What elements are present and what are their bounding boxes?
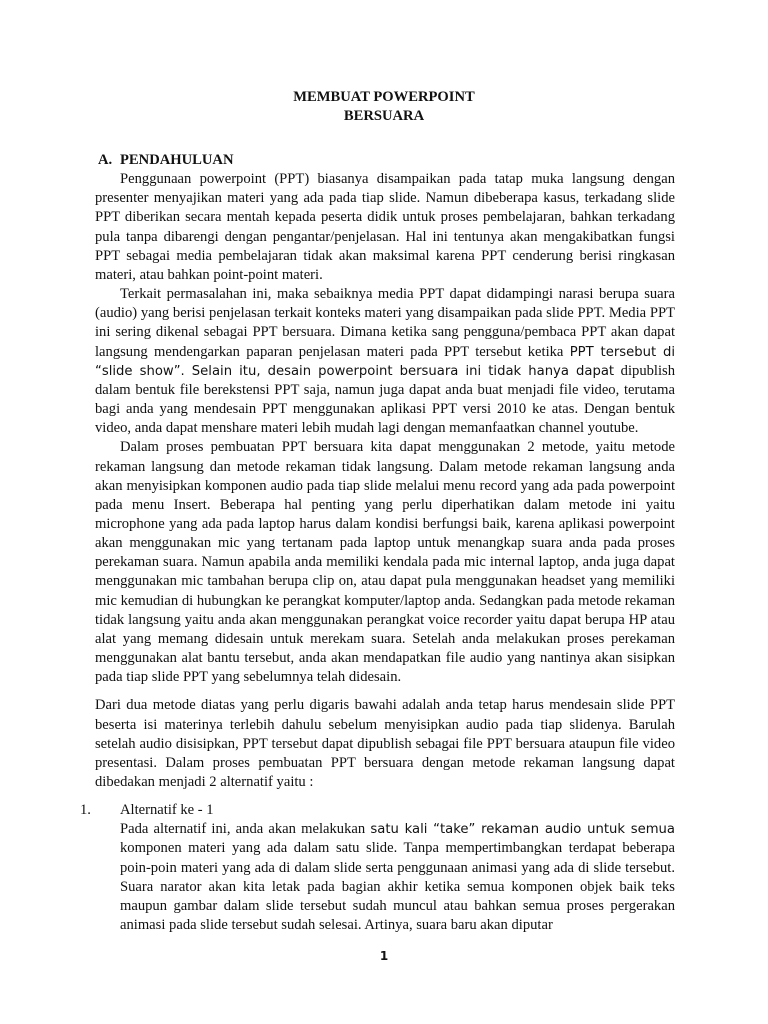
paragraph-2-part-c: dipublish dalam bentuk file berekstensi PPT saja, namun juga dapat anda buat menjadi file video, terutama bagi anda yang mendesain PPT menggunakan aplikasi PPT versi 2010 ke atas. Dengan bentuk video, anda dapat menshare materi lebih mudah lagi dengan memanfaatkan channel youtube. — [95, 362, 675, 437]
paragraph-4: Dari dua metode diatas yang perlu digaris bawahi adalah anda tetap harus mendesain slide PPT beserta isi materinya terlebih dahulu sebelum menyisipkan audio pada tiap slidenya. Barulah setelah audio disisipkan, PPT tersebut dapat dipublish sebagai file PPT bersuara ataupun file video presentasi. Dalam proses pembuatan PPT bersuara dengan metode rekaman langsung dapat dibedakan menjadi 2 alternatif yaitu : — [95, 697, 675, 790]
list-item-number: 1. — [80, 802, 91, 819]
list-item-text — [120, 820, 675, 935]
list-item-text-a: Pada alternatif ini, anda akan melakukan — [120, 821, 366, 838]
section-heading-text: PENDAHULUAN — [120, 152, 234, 168]
list-item-title: Alternatif ke - 1 — [120, 802, 214, 819]
list-item — [95, 801, 675, 935]
paragraph-2-part-a: Terkait permasalahan ini, maka sebaiknya media PPT dapat didampingi narasi berupa suara (audio) yang berisi penjelasan terkait konteks materi yang disampaikan pada slide PPT. Media PPT ini sering dikenal sebagai PPT bersuara. Dimana ketika sang pengguna/pembaca PPT akan dapat langsung mendengarkan paparan penjelasan materi pada PPT tersebut ketika — [95, 286, 675, 360]
paragraph-2-part-b: PPT tersebut di “slide show”. Selain itu, desain powerpoint bersuara ini tidak hanya dapat — [95, 344, 676, 379]
section-heading-a — [98, 151, 675, 170]
page-number: 1 — [379, 949, 389, 963]
document-body — [80, 151, 676, 935]
document-title — [0, 88, 768, 126]
section-letter: A. — [98, 152, 113, 168]
list-item-text-c: komponen materi yang ada dalam satu slide. Tanpa mempertimbangkan terdapat beberapa poin-poin materi yang ada di dalam slide serta penggunaan animasi yang ada di slide tersebut. Suara narator akan kita letak pada bagian akhir ketika semua komponen objek baik teks maupun gambar dalam slide tersebut sudah muncul atau bahkan semua proses pergerakan animasi pada slide tersebut sudah selesai. Artinya, suara baru akan diputar — [120, 840, 675, 934]
title-line-2: BERSUARA — [343, 108, 425, 124]
title-line-1: MEMBUAT POWERPOINT — [293, 89, 475, 105]
alternatives-list — [80, 801, 675, 935]
paragraph-3: Dalam proses pembuatan PPT bersuara kita dapat menggunakan 2 metode, yaitu metode rekaman langsung dan metode rekaman tidak langsung. Dalam metode rekaman langsung anda akan menyisipkan komponen audio pada tiap slide melalui menu record yang ada pada powerpoint pada menu Insert. Beberapa hal penting yang perlu diperhatikan dalam metode ini yaitu microphone yang ada pada laptop harus dalam kondisi berfungsi baik, karena aplikasi powerpoint akan menggunakan mic yang tertanam pada laptop untuk menangkap suara anda pada proses perekaman suara. Namun apabila anda memiliki kendala pada mic internal laptop, anda juga dapat menggunakan mic tambahan berupa clip on, atau dapat pula menggunakan headset yang memiliki mic kemudian di hubungkan ke perangkat komputer/laptop anda. Sedangkan pada metode rekaman tidak langsung yaitu anda akan menggunakan perangkat voice recorder yaitu dapat berupa HP atau alat yang memang didesain untuk merekam suara. Setelah anda melakukan proses perekaman menggunakan alat bantu tersebut, anda akan mendapatkan file audio yang nantinya akan sisipkan pada tiap slide PPT yang sebelumnya telah didesain. — [95, 439, 675, 686]
list-item-text-b: satu kali “take” rekaman audio untuk semua — [370, 822, 675, 838]
paragraph-1: Penggunaan powerpoint (PPT) biasanya disampaikan pada tatap muka langsung dengan presenter menyajikan materi yang ada pada tiap slide. Namun dibeberapa kasus, terkadang slide PPT diberikan secara mentah kepada peserta didik untuk proses pembelajaran, bahkan terkadang pula tanpa dibarengi dengan pengantar/penjelasan. Hal ini tentunya akan mengakibatkan fungsi PPT sebagai media pembelajaran tidak akan maksimal karena PPT cenderung berisi ringkasan materi, atau bahkan point-point materi. — [95, 171, 675, 283]
paragraph-2 — [95, 285, 675, 438]
